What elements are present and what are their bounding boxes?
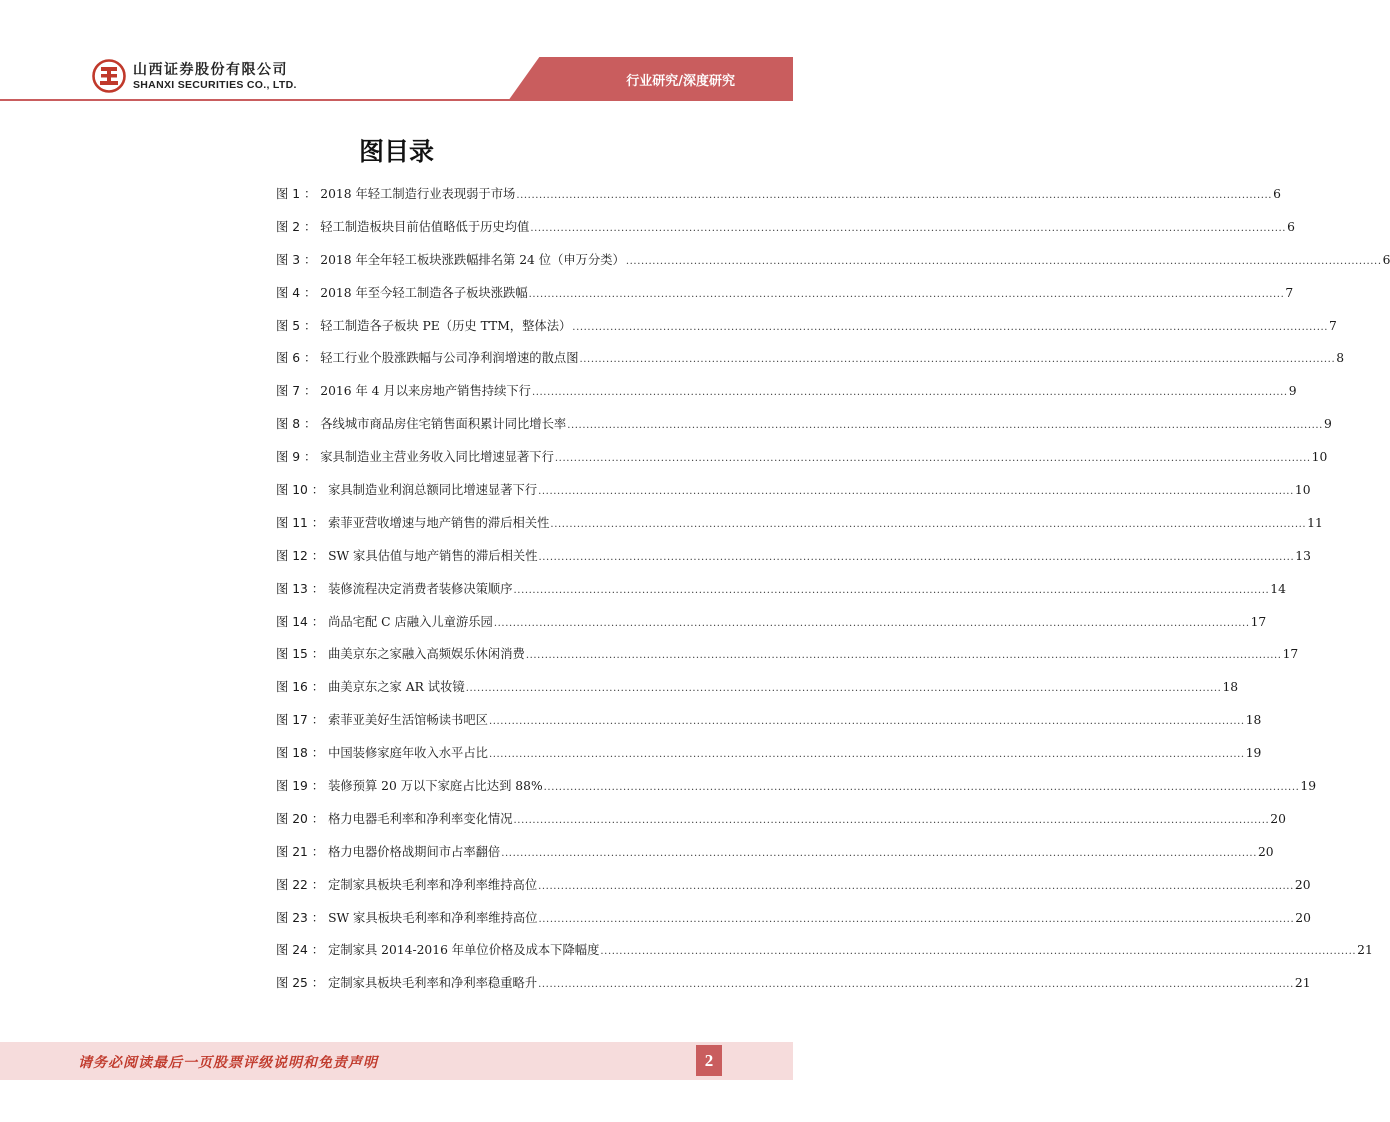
toc-figure-title: 格力电器价格战期间市占率翻倍	[328, 844, 501, 859]
toc-figure-title: 轻工行业个股涨跌幅与公司净利润增速的散点图	[320, 351, 579, 366]
toc-row[interactable]	[276, 348, 1345, 381]
toc-leader-dots: ........................................................................................................................................................................................................	[538, 913, 1295, 925]
toc-figure-title: 各线城市商品房住宅销售面积累计同比增长率	[320, 417, 567, 432]
toc-row[interactable]	[276, 612, 1267, 645]
toc-figure-label: 图 23 ：	[276, 910, 325, 925]
toc-figure-label: 图 5 ：	[276, 318, 317, 333]
toc-page-number: 13	[1295, 548, 1311, 563]
toc-page-number: 19	[1300, 779, 1317, 794]
toc-row[interactable]	[276, 677, 1239, 710]
toc-leader-dots: ........................................................................................................................................................................................................	[543, 782, 1300, 794]
toc-figure-title: 装修预算 20 万以下家庭占比达到 88%	[328, 779, 543, 794]
toc-figure-label: 图 6 ：	[276, 351, 317, 366]
toc-row[interactable]	[276, 250, 1390, 283]
toc-figure-label: 图 15 ：	[276, 647, 325, 662]
toc-page-number: 11	[1307, 515, 1323, 530]
toc-row[interactable]	[276, 842, 1274, 875]
toc-figure-title: 曲美京东之家 AR 试妆镜	[328, 680, 465, 695]
toc-leader-dots: ........................................................................................................................................................................................................	[513, 584, 1270, 596]
toc-page-number: 20	[1294, 877, 1311, 892]
toc-page-number: 19	[1245, 746, 1262, 761]
toc-leader-dots: ........................................................................................................................................................................................................	[550, 518, 1307, 530]
toc-row[interactable]	[276, 217, 1295, 250]
toc-page-number: 20	[1270, 811, 1286, 826]
toc-row[interactable]	[276, 447, 1328, 480]
toc-leader-dots: ........................................................................................................................................................................................................	[567, 420, 1323, 432]
toc-figure-label: 图 17 ：	[276, 713, 325, 728]
toc-page-number: 9	[1288, 384, 1297, 399]
toc-figure-label: 图 11 ：	[276, 515, 325, 530]
toc-figure-title: SW 家具板块毛利率和净利率维持高位	[328, 910, 538, 925]
company-name-en: SHANXI SECURITIES CO., LTD.	[133, 79, 297, 91]
toc-row[interactable]	[276, 316, 1337, 349]
shanxi-securities-logo-icon	[92, 59, 126, 93]
toc-leader-dots: ........................................................................................................................................................................................................	[493, 617, 1250, 629]
toc-figure-label: 图 1 ：	[276, 187, 317, 201]
toc-leader-dots: ........................................................................................................................................................................................................	[531, 387, 1288, 399]
toc-row[interactable]	[276, 908, 1311, 941]
toc-row[interactable]	[276, 480, 1311, 513]
toc-figure-label: 图 7 ：	[276, 384, 317, 399]
figure-table-of-contents	[276, 184, 1390, 1006]
toc-row[interactable]	[276, 283, 1294, 316]
toc-leader-dots: ........................................................................................................................................................................................................	[488, 749, 1245, 761]
toc-page-number: 18	[1222, 680, 1239, 695]
toc-page-number: 20	[1295, 910, 1311, 925]
toc-page-number: 6	[1382, 252, 1390, 267]
toc-page-number: 8	[1336, 351, 1345, 366]
toc-leader-dots: ........................................................................................................................................................................................................	[625, 255, 1382, 267]
page-header	[0, 0, 793, 105]
toc-row[interactable]	[276, 579, 1286, 612]
toc-figure-label: 图 19 ：	[276, 779, 325, 794]
toc-page-number: 10	[1294, 483, 1311, 498]
toc-figure-title: 定制家具 2014-2016 年单位价格及成本下降幅度	[328, 943, 600, 958]
toc-page-number: 18	[1245, 713, 1262, 728]
toc-figure-label: 图 20 ：	[276, 811, 325, 826]
toc-figure-title: 家具制造业主营业务收入同比增速显著下行	[320, 450, 554, 465]
toc-figure-title: 2018 年全年轻工板块涨跌幅排名第 24 位（申万分类）	[320, 252, 625, 267]
toc-page-number: 21	[1357, 943, 1373, 958]
toc-row[interactable]	[276, 776, 1317, 809]
toc-figure-title: 尚品宅配 C 店融入儿童游乐园	[328, 614, 493, 629]
toc-page-number: 17	[1250, 614, 1267, 629]
toc-figure-title: 2016 年 4 月以来房地产销售持续下行	[320, 384, 531, 399]
toc-figure-title: SW 家具估值与地产销售的滞后相关性	[328, 548, 538, 563]
toc-figure-title: 装修流程决定消费者装修决策顺序	[328, 581, 513, 596]
toc-leader-dots: ........................................................................................................................................................................................................	[600, 946, 1357, 958]
toc-leader-dots: ........................................................................................................................................................................................................	[554, 453, 1311, 465]
toc-figure-label: 图 10 ：	[276, 483, 325, 498]
toc-row[interactable]	[276, 184, 1281, 217]
toc-figure-title: 2018 年至今轻工制造各子板块涨跌幅	[320, 285, 528, 300]
toc-leader-dots: ........................................................................................................................................................................................................	[538, 979, 1294, 991]
toc-page-number: 21	[1294, 976, 1311, 991]
toc-figure-label: 图 18 ：	[276, 746, 325, 761]
toc-row[interactable]	[276, 414, 1332, 447]
toc-page-number: 6	[1287, 219, 1295, 234]
toc-figure-title: 定制家具板块毛利率和净利率稳重略升	[328, 976, 538, 991]
toc-leader-dots: ........................................................................................................................................................................................................	[501, 847, 1257, 859]
toc-figure-title: 轻工制造板块目前估值略低于历史均值	[320, 219, 530, 234]
page-title: 图目录	[358, 137, 434, 166]
toc-figure-label: 图 21 ：	[276, 844, 325, 859]
toc-leader-dots: ........................................................................................................................................................................................................	[538, 486, 1294, 498]
toc-leader-dots: ........................................................................................................................................................................................................	[513, 814, 1270, 826]
toc-figure-label: 图 22 ：	[276, 877, 325, 892]
toc-row[interactable]	[276, 710, 1262, 743]
toc-leader-dots: ........................................................................................................................................................................................................	[538, 880, 1294, 892]
toc-page-number: 14	[1270, 581, 1286, 596]
toc-figure-title: 家具制造业利润总额同比增速显著下行	[328, 483, 538, 498]
toc-leader-dots: ........................................................................................................................................................................................................	[465, 683, 1222, 695]
toc-row[interactable]	[276, 644, 1299, 677]
toc-leader-dots: ........................................................................................................................................................................................................	[528, 288, 1285, 300]
toc-figure-title: 2018 年轻工制造行业表现弱于市场	[320, 187, 516, 201]
toc-page-number: 17	[1282, 647, 1299, 662]
report-type-label: 行业研究/深度研究	[626, 74, 735, 89]
toc-figure-title: 格力电器毛利率和净利率变化情况	[328, 811, 513, 826]
toc-figure-label: 图 3 ：	[276, 252, 317, 267]
toc-figure-title: 中国装修家庭年收入水平占比	[328, 746, 488, 761]
toc-leader-dots: ........................................................................................................................................................................................................	[579, 354, 1336, 366]
toc-leader-dots: ........................................................................................................................................................................................................	[530, 222, 1287, 234]
toc-row[interactable]	[276, 940, 1373, 973]
toc-page-number: 7	[1285, 285, 1294, 300]
toc-page-number: 10	[1311, 450, 1328, 465]
company-name-cn: 山西证券股份有限公司	[133, 62, 288, 78]
toc-leader-dots: ........................................................................................................................................................................................................	[572, 321, 1329, 333]
toc-row[interactable]	[276, 875, 1311, 908]
toc-row[interactable]	[276, 743, 1262, 776]
toc-row[interactable]	[276, 513, 1323, 546]
toc-row[interactable]	[276, 546, 1311, 579]
toc-figure-label: 图 14 ：	[276, 614, 325, 629]
toc-leader-dots: ........................................................................................................................................................................................................	[525, 650, 1282, 662]
toc-figure-title: 定制家具板块毛利率和净利率维持高位	[328, 877, 538, 892]
toc-figure-title: 索菲亚美好生活馆畅读书吧区	[328, 713, 488, 728]
toc-page-number: 20	[1257, 844, 1274, 859]
toc-figure-title: 索菲亚营收增速与地产销售的滞后相关性	[328, 515, 550, 530]
header-divider	[0, 99, 793, 101]
toc-figure-title: 曲美京东之家融入高频娱乐休闲消费	[328, 647, 525, 662]
page-number: 2	[696, 1045, 722, 1076]
toc-page-number: 7	[1329, 318, 1337, 333]
toc-row[interactable]	[276, 809, 1286, 842]
toc-figure-label: 图 13 ：	[276, 581, 325, 596]
toc-figure-label: 图 8 ：	[276, 417, 317, 432]
toc-leader-dots: ........................................................................................................................................................................................................	[488, 716, 1245, 728]
toc-row[interactable]	[276, 973, 1311, 1006]
footer-disclaimer: 请务必阅读最后一页股票评级说明和免责声明	[78, 1055, 378, 1071]
toc-figure-title: 轻工制造各子板块 PE（历史 TTM，整体法）	[320, 318, 572, 333]
toc-figure-label: 图 24 ：	[276, 943, 325, 958]
toc-leader-dots: ........................................................................................................................................................................................................	[516, 190, 1273, 201]
toc-figure-label: 图 25 ：	[276, 976, 325, 991]
toc-leader-dots: ........................................................................................................................................................................................................	[538, 551, 1295, 563]
toc-figure-label: 图 16 ：	[276, 680, 325, 695]
toc-figure-label: 图 12 ：	[276, 548, 325, 563]
toc-figure-label: 图 4 ：	[276, 285, 317, 300]
toc-figure-label: 图 2 ：	[276, 219, 317, 234]
toc-figure-label: 图 9 ：	[276, 450, 317, 465]
toc-page-number: 6	[1273, 187, 1281, 201]
toc-row[interactable]	[276, 381, 1297, 414]
toc-page-number: 9	[1323, 417, 1332, 432]
